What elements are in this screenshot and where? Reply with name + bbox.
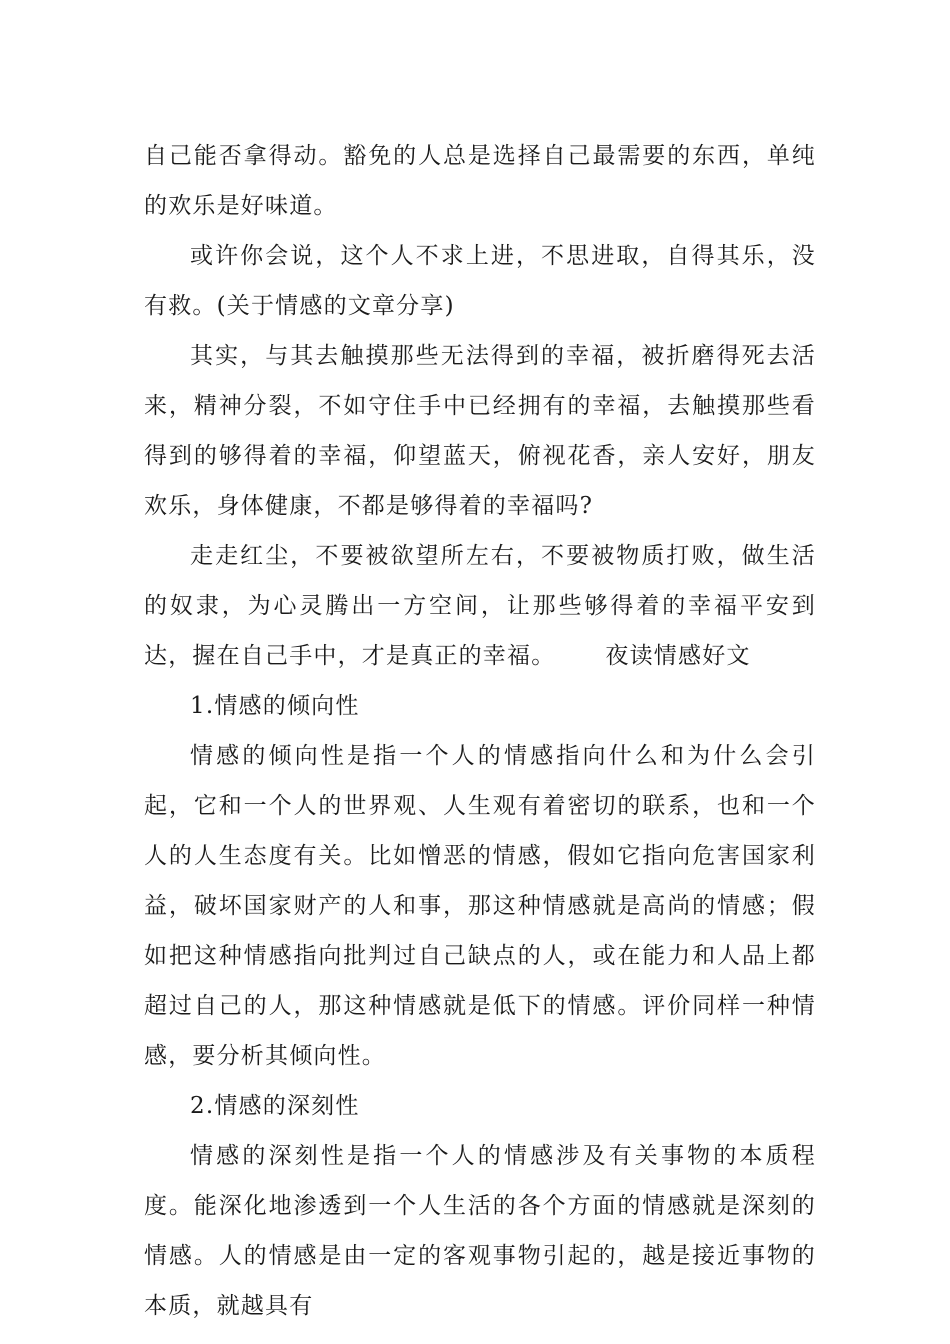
paragraph-5: 情感的倾向性是指一个人的情感指向什么和为什么会引起，它和一个人的世界观、人生观有着密切的联系，也和一个人的人生态度有关。比如憎恶的情感，假如它指向危害国家利益，破坏国家财产的人和事，那这种情感就是高尚的情感；假如把这种情感指向批判过自己缺点的人，或在能力和人品上都超过自己的人，那这种情感就是低下的情感。评价同样一种情感，要分析其倾向性。 [144,743,816,1069]
paragraph-2: 或许你会说，这个人不求上进，不思进取，自得其乐，没有救。(关于情感的文章分享) [144,243,816,319]
paragraph-1: 自己能否拿得动。豁免的人总是选择自己最需要的东西，单纯的欢乐是好味道。 [144,143,816,219]
section-heading-2: 2.情感的深刻性 [190,1093,360,1119]
paragraph-6: 情感的深刻性是指一个人的情感涉及有关事物的本质程度。能深化地渗透到一个人生活的各个方面的情感就是深刻的情感。人的情感是由一定的客观事物引起的，越是接近事物的本质，就越具有 [144,1143,816,1319]
paragraph-4-trailer: 夜读情感好文 [605,643,751,669]
section-heading-1: 1.情感的倾向性 [190,693,360,719]
document-body [144,131,816,1331]
paragraph-4 [144,531,816,681]
paragraph-4-text: 走走红尘，不要被欲望所左右，不要被物质打败，做生活的奴隶，为心灵腾出一方空间，让那些够得着的幸福平安到达，握在自己手中，才是真正的幸福。 [144,543,816,669]
paragraph-3: 其实，与其去触摸那些无法得到的幸福，被折磨得死去活来，精神分裂，不如守住手中已经拥有的幸福，去触摸那些看得到的够得着的幸福，仰望蓝天，俯视花香，亲人安好，朋友欢乐，身体健康，不都是够得着的幸福吗? [144,343,816,519]
